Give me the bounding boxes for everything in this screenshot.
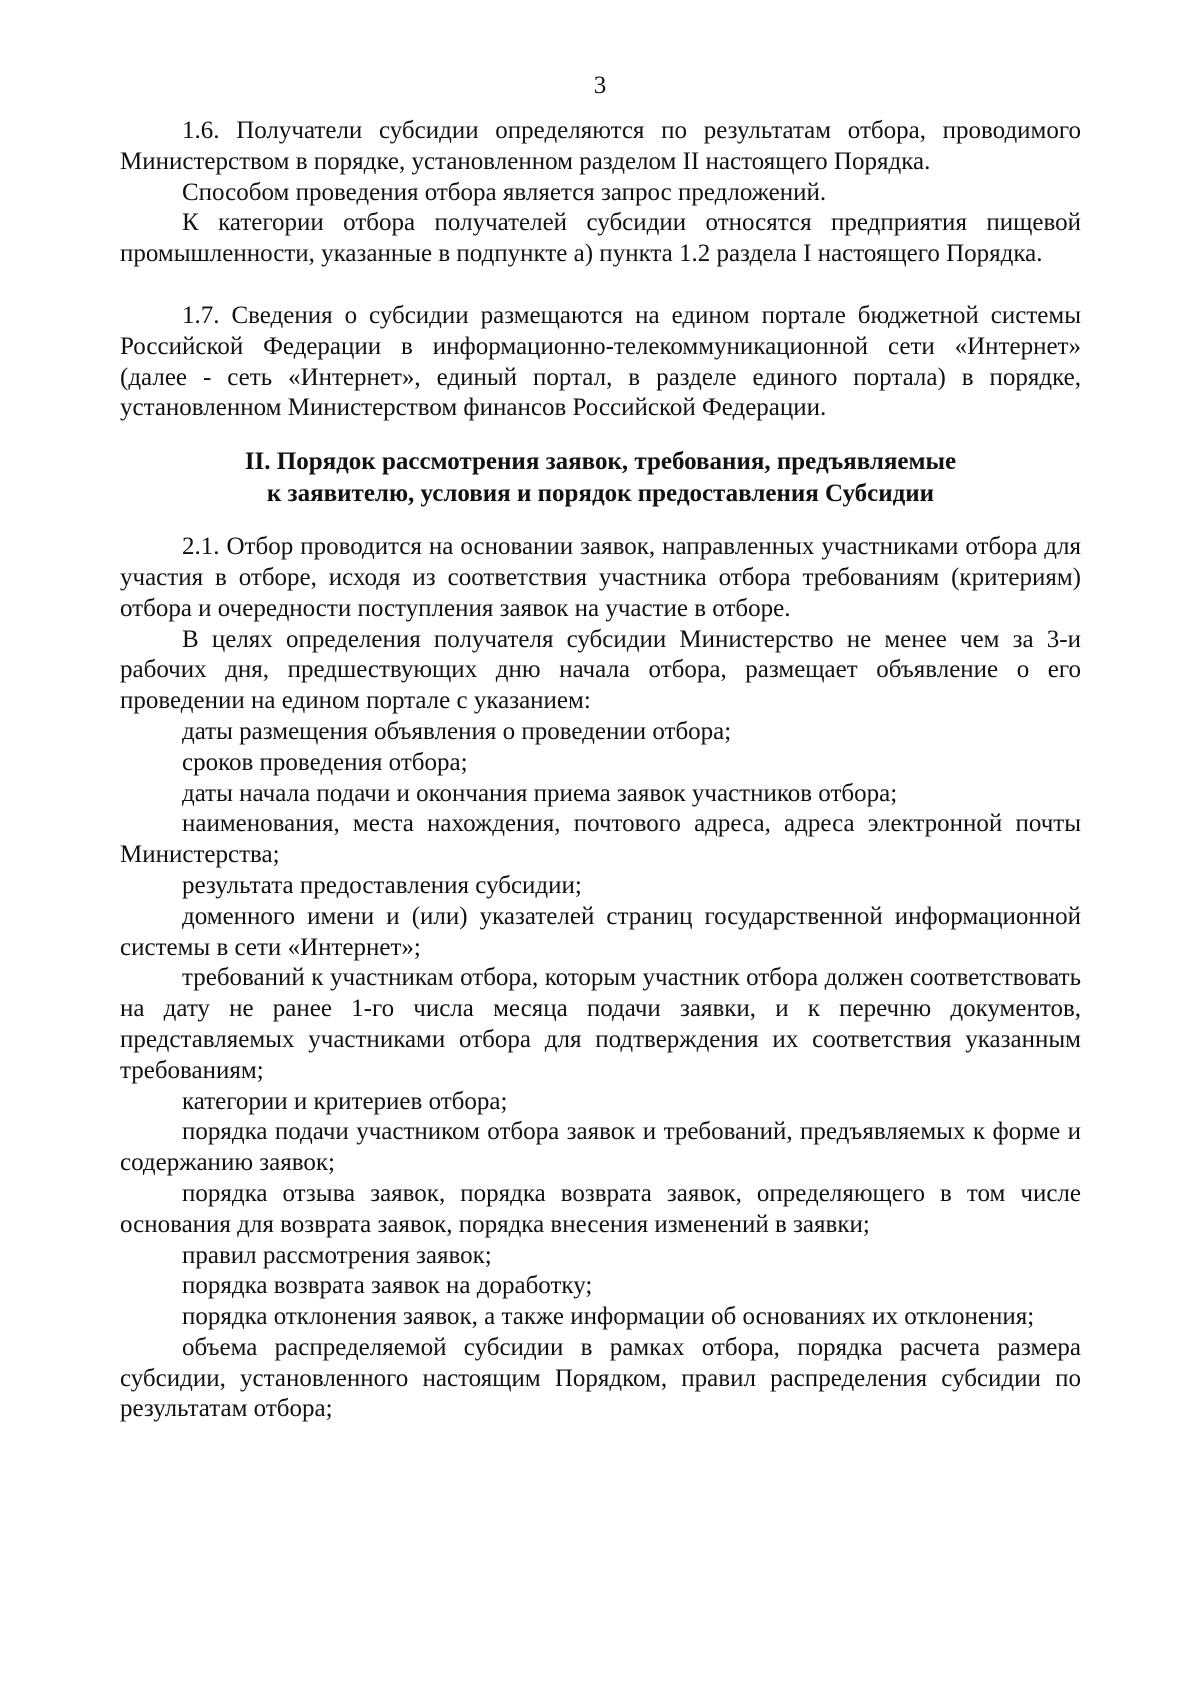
spacer [120,270,1081,301]
list-item: результата предоставления субсидии; [182,871,582,899]
list-item: порядка отзыва заявок, порядка возврата заявок, определяющего в том числе основания для возврата заявок, порядка внесения изменений в заявки; [120,1179,1081,1238]
paragraph-selection-category: К категории отбора получателей субсидии относятся предприятия пищевой промышленности, указанные в подпункте а) пункта 1.2 раздела I настоящего Порядка. [120,209,1081,268]
list-item: категории и критериев отбора; [182,1087,508,1115]
list-item: даты начала подачи и окончания приема заявок участников отбора; [182,779,898,807]
list-item: объема распределяемой субсидии в рамках отбора, порядка расчета размера субсидии, установленного настоящим Порядком, правил распределения субсидии по результатам отбора; [120,1333,1081,1423]
list-item: порядка возврата заявок на доработку; [182,1272,593,1300]
document-body [120,116,1081,1425]
list-item: правил рассмотрения заявок; [182,1241,492,1269]
list-item: сроков проведения отбора; [182,748,468,776]
spacer [120,510,1081,532]
section-heading-line-2: к заявителю, условия и порядок предоставления Субсидии [266,480,935,508]
paragraph-2-1: 2.1. Отбор проводится на основании заявок, направленных участниками отбора для участия в отборе, исходя из соответствия участника отбора требованиям (критериям) отбора и очередности поступления заявок на участие в отборе. [120,533,1081,622]
spacer [120,424,1081,446]
paragraph-1-6: 1.6. Получатели субсидии определяются по результатам отбора, проводимого Министерством в порядке, установленном разделом II настоящего Порядка. [120,117,1081,175]
list-item: порядка подачи участником отбора заявок и требований, предъявляемых к форме и содержанию заявок; [120,1118,1081,1177]
paragraph-1-7: 1.7. Сведения о субсидии размещаются на едином портале бюджетной системы Российской Федерации в информационно-телекоммуникационной сети «Интернет» (далее - сеть «Интернет», единый портал, в разделе единого портала) в порядке, установленном Министерством финансов Российской Федерации. [120,301,1081,422]
page-number: 3 [593,72,607,99]
paragraph-announcement-intro: В целях определения получателя субсидии Министерство не менее чем за 3-и рабочих дня, предшествующих дню начала отбора, размещает объявление о его проведении на едином портале с указанием: [120,625,1081,715]
list-item: порядка отклонения заявок, а также информации об основаниях их отклонения; [182,1303,1035,1331]
list-item: даты размещения объявления о проведении отбора; [182,717,732,745]
list-item: доменного имени и (или) указателей страниц государственной информационной системы в сети «Интернет»; [120,902,1081,961]
list-item: требований к участникам отбора, которым участник отбора должен соответствовать на дату не ранее 1-го числа месяца подачи заявки, и к перечню документов, представляемых участниками отбора для подтверждения их соответствия указанным требованиям; [120,964,1081,1084]
paragraph-selection-method: Способом проведения отбора является запрос предложений. [182,178,827,206]
list-item: наименования, места нахождения, почтового адреса, адреса электронной почты Министерства; [120,810,1081,869]
section-heading [120,446,1081,510]
section-heading-line-1: II. Порядок рассмотрения заявок, требования, предъявляемые [244,448,957,476]
